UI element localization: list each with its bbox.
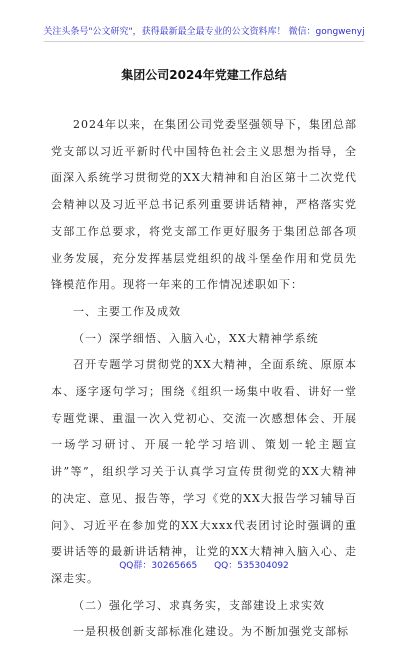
footer-qq-group: QQ群：30265665	[119, 561, 198, 571]
header-banner: 关注头条号"公文研究"，获得最新最全最专业的公文资料库！ 微信：gongwenyj	[43, 27, 365, 37]
section-heading-1: 一、主要工作及成效	[73, 304, 181, 318]
subsection-1-paragraph: 召开专题学习贯彻党的XX大精神，全面系统、原原本本、逐字逐句学习；围绕《组织一场集中收看、讲好一堂专题党课、重温一次入党初心、交流一次感想体会、开展一场学习研讨、开展一轮学习培训、策划一轮主题宣讲”等”，组织学习关于认真学习宣传贯彻党的XX大精神的决定、意见、报告等，学习《党的XX大报告学习辅导百问》、习近平在参加党的XX大xxx代表团讨论时强调的重要讲话等的最新讲话精神，让党的XX大精神入脑入心、走深走实。	[51, 358, 357, 585]
footer-qq: QQ：535304092	[214, 561, 289, 571]
subsection-heading-1: （一）深学细悟、入脑入心，XX大精神学系统	[73, 331, 319, 345]
footer-contact	[0, 558, 408, 571]
subsection-2-paragraph: 一是积极创新支部标准化建设。为不断加强党支部标	[73, 625, 349, 639]
intro-paragraph: 2024年以来，在集团公司党委坚强领导下，集团总部党支部以习近平新时代中国特色社会主义思想为指导，全面深入系统学习贯彻党的XX大精神和自治区第十二次党代会精神以及习近平总书记系列重要讲话精神，严格落实党支部工作总要求，将党支部工作更好服务于集团总部各项业务发展，充分发挥基层党组织的战斗堡垒作用和党员先锋模范作用。现将一年来的工作情况述职如下：	[51, 118, 357, 292]
document-title: 集团公司2024年党建工作总结	[121, 68, 287, 82]
subsection-heading-2: （二）强化学习、求真务实，支部建设上求实效	[73, 598, 325, 612]
header-divider	[44, 41, 364, 42]
